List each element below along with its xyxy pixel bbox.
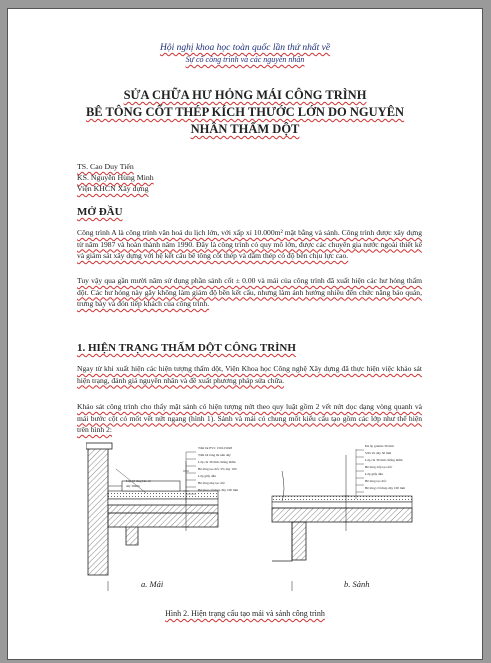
hall-legend-item: Bê tông tạo dốc	[365, 479, 387, 483]
section-1-paragraph-2: Khảo sát công trình cho thấy mặt sảnh có hiện tượng nứt theo quy luật gồm 2 vết nứt dọc dạng vòng quanh và mái bước cột có mốt vết nứt ngang (hình 1). Sảnh và mái có chung mốt kiểu cấu tạo gồm các lớp như thể hiện trên hình 2:	[77, 402, 422, 434]
hall-legend-item: Đá ốp granite 30 mm	[365, 444, 394, 448]
document-page	[7, 8, 483, 660]
intro-paragraph-2: Tuy vậy qua gần mười năm sử dụng phần sảnh cốt ± 0.00 và mái của công trình đã xuất hiện các hư hỏng thấm dột. Các hư hỏng này gây không làm giảm độ bền kết cấu, nhưng làm ảnh hưởng nhiều đến chức năng bảo quản, trưng bày và đón tiếp khách của công trình.	[77, 276, 422, 308]
roof-legend	[198, 445, 276, 494]
hall-legend-item: Lớp cát 30 mm chống thấm	[365, 458, 403, 462]
section-1-paragraph-1: Ngay từ khi xuất hiện các hiện tượng thấm dột, Viện Khoa học Công nghệ Xây dựng đã thực hiện việc khảo sát hiện trạng, đánh giá nguyên nhân và đề xuất phương pháp sửa chữa.	[77, 364, 422, 385]
figure-label-roof: a. Mái	[141, 579, 164, 589]
paper-title-line-2: BÊ TÔNG CỐT THÉP KÍCH THƯỚC LỚN DO NGUYÊN	[85, 105, 405, 119]
roof-legend-item: Lớp giấy dầu	[198, 474, 216, 478]
hall-legend-item: Bê tông xốp tạo dốc	[365, 465, 393, 469]
intro-paragraph-1: Công trình A là công trình văn hoá du lịch lớn, với xấp xỉ 10.000m² mặt bằng và sảnh. Công trình được xây dựng từ năm 1987 và hoàn thành năm 1990. Đây là công trình có quy mô lớn, được các chuyên gia nước ngoài thiết kế và giám sát xây dựng với hệ kết cấu bê tông cốt thép và dầm thép có độ bền chịu lực cao.	[77, 228, 422, 260]
figure-label-hall: b. Sảnh	[344, 579, 370, 589]
roof-legend-item: Bê tông tạo dốc 3% dày 100	[198, 467, 237, 471]
conference-subheader: Sự cố công trình và các nguyên nhân	[185, 55, 305, 64]
roof-legend-item: Tấm lát PVC 150x150x8	[198, 446, 232, 450]
author-affiliation: Viện KHCN Xây dựng	[77, 184, 149, 193]
roof-legend-item: Tấm bê tông lát nền dày	[198, 453, 231, 457]
section-heading-1: 1. HIỆN TRẠNG THẤM DỘT CÔNG TRÌNH	[77, 342, 296, 354]
hall-legend-item: Bê tông cốt thép dày 100 mm	[365, 486, 406, 490]
roof-legend-item: Bê tông nhẹ tạo dốc	[198, 481, 226, 485]
figure-caption: Hình 2. Hiện trạng cấu tạo mái và sảnh công trình	[165, 609, 325, 618]
roof-legend-item: Lớp cát 30 mm chống thấm	[198, 460, 236, 464]
author-1: TS. Cao Duy Tiến	[77, 162, 134, 171]
paper-title-line-1: SỬA CHỮA HƯ HỎNG MÁI CÔNG TRÌNH	[123, 88, 367, 102]
hall-legend-item: Lớp giấy dầu	[365, 472, 383, 476]
hall-legend	[365, 443, 427, 492]
paper-title-line-3: NHÂN THẤM DỘT	[190, 122, 300, 136]
roof-side-note: Lớp bê tông bảo vệ dày 30mm	[126, 479, 151, 488]
hall-legend-item: Vữa lót dày 30 mm	[365, 451, 392, 455]
roof-legend-item: Bê tông cốt thép dày 100 mm	[198, 488, 239, 492]
conference-header: Hội nghị khoa học toàn quốc lần thứ nhất về	[159, 43, 331, 53]
section-heading-intro: MỞ ĐẦU	[77, 206, 123, 218]
author-2: KS. Nguyễn Hùng Minh	[77, 173, 154, 182]
